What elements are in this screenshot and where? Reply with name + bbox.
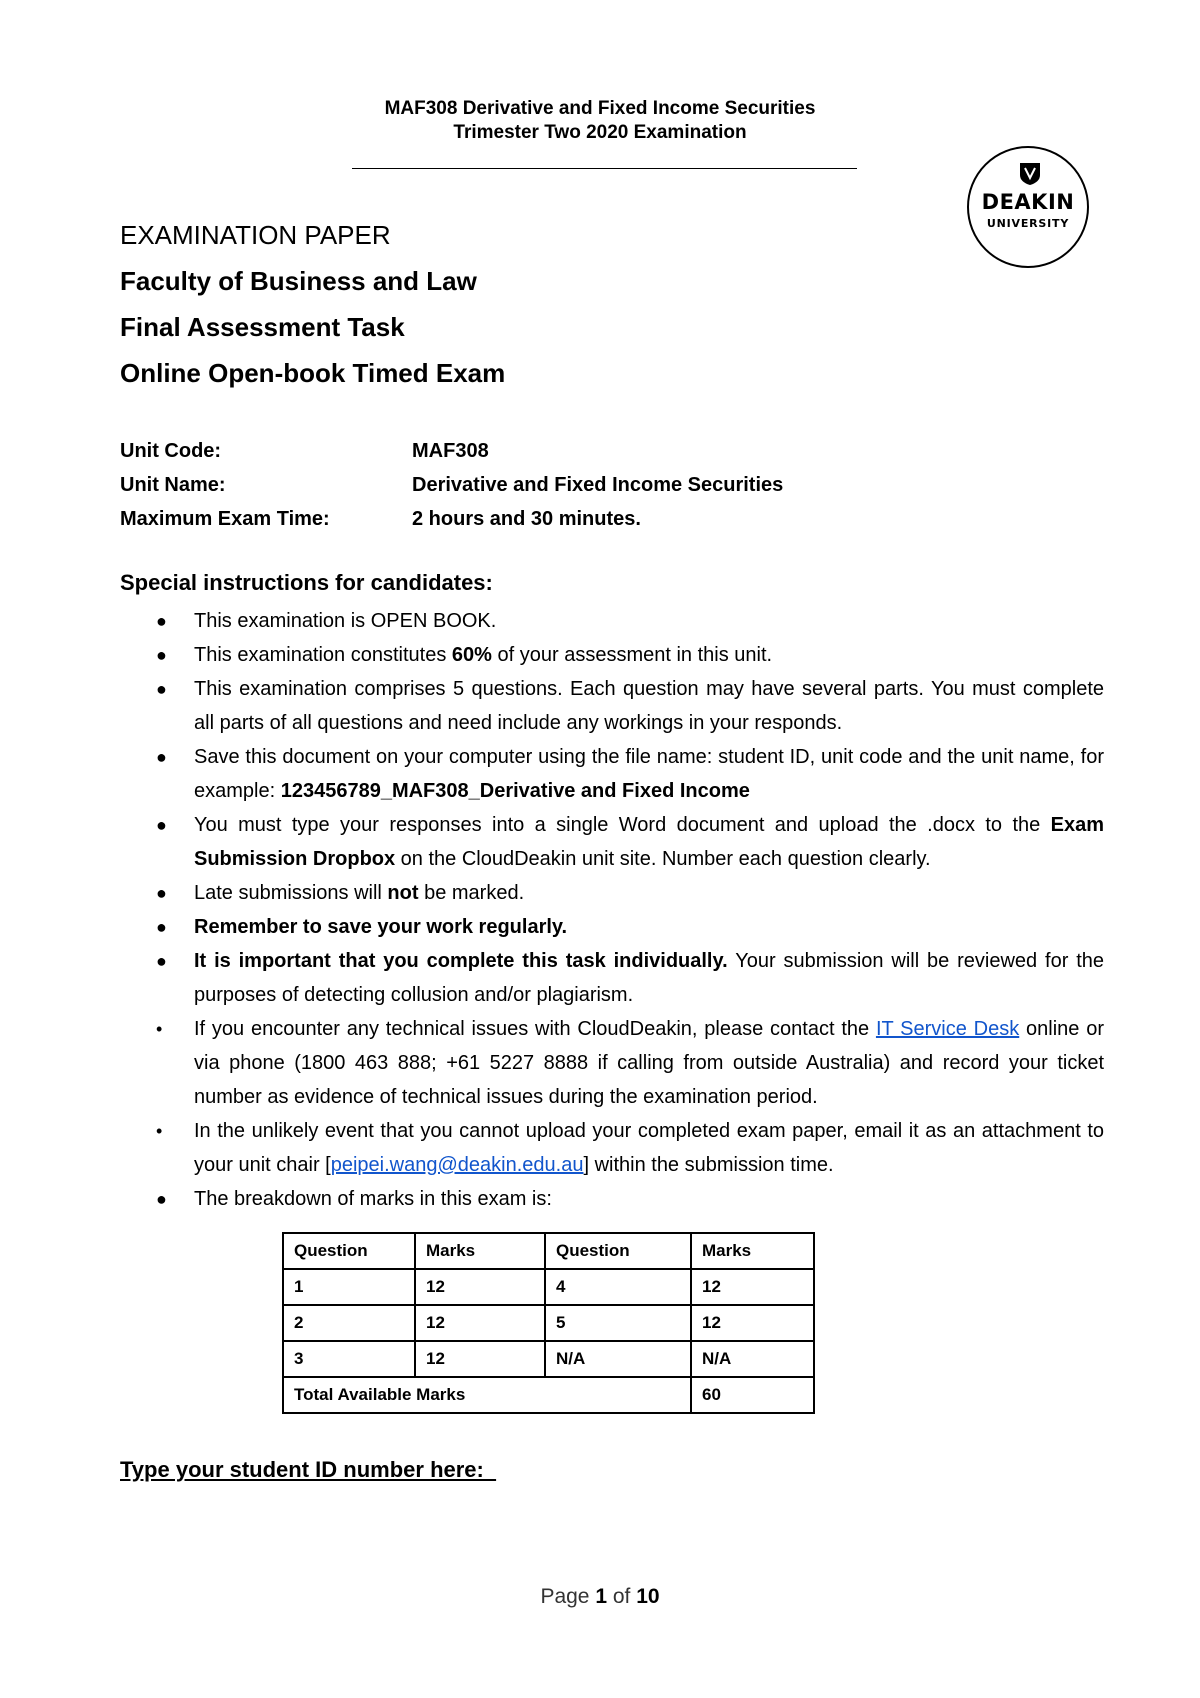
list-item <box>120 604 1104 638</box>
special-instructions-heading: Special instructions for candidates: <box>120 570 493 595</box>
instructions-list <box>120 604 1104 1216</box>
student-id-prompt[interactable]: Type your student ID number here: <box>120 1457 497 1482</box>
file-name-example: 123456789_MAF308_Derivative and Fixed Income <box>280 780 750 802</box>
list-item <box>120 944 1104 1012</box>
percentage-emphasis: 60% <box>451 644 492 666</box>
marks-breakdown-table <box>282 1232 815 1414</box>
logo-wordmark: DEAKIN <box>981 190 1075 214</box>
instruction-text: be marked. <box>418 882 525 904</box>
it-service-desk-link[interactable]: IT Service Desk <box>875 1018 1020 1040</box>
table-cell: 12 <box>415 1341 545 1377</box>
total-label-cell: Total Available Marks <box>283 1377 691 1413</box>
list-item <box>120 638 1104 672</box>
bullet-icon: ● <box>156 645 167 665</box>
table-cell: 5 <box>545 1305 691 1341</box>
list-item <box>120 1182 1104 1216</box>
table-cell: 4 <box>545 1269 691 1305</box>
bullet-icon: ● <box>156 951 167 971</box>
instruction-text: Save this document on your computer using the file name: student ID, unit code and the unit name, for example: <box>194 746 1104 802</box>
instruction-text: This examination constitutes <box>194 644 452 666</box>
exam-type-title: Online Open-book Timed Exam <box>120 358 506 388</box>
page-footer <box>0 1585 1200 1609</box>
list-item <box>120 1012 1104 1114</box>
bullet-icon: ● <box>156 611 167 631</box>
instruction-text: This examination comprises 5 questions. Each question may have several parts. You must complete all parts of all questions and need include any workings in your responds. <box>194 678 1104 734</box>
table-row <box>283 1341 814 1377</box>
table-cell: 2 <box>283 1305 415 1341</box>
bullet-icon: ● <box>156 883 167 903</box>
table-header-row <box>283 1233 814 1269</box>
bullet-icon: • <box>156 1019 163 1039</box>
instruction-text: You must type your responses into a single Word document and upload the .docx to the <box>194 814 1051 836</box>
table-cell: 12 <box>415 1269 545 1305</box>
instruction-text: If you encounter any technical issues with CloudDeakin, please contact the <box>194 1018 876 1040</box>
unit-code-label: Unit Code: <box>120 440 222 462</box>
unit-code-value: MAF308 <box>412 440 489 462</box>
current-page-number: 1 <box>595 1585 608 1608</box>
unit-name-label: Unit Name: <box>120 474 226 496</box>
bullet-icon: ● <box>156 815 167 835</box>
instruction-text: on the CloudDeakin unit site. Number each question clearly. <box>395 848 931 870</box>
list-item <box>120 808 1104 876</box>
instruction-text: In the unlikely event that you cannot upload your completed exam paper, email it as an attachment to your unit chair [ <box>194 1120 1104 1176</box>
faculty-title: Faculty of Business and Law <box>120 266 477 296</box>
list-item <box>120 740 1104 808</box>
page-word: Page <box>540 1585 596 1608</box>
dropbox-emphasis: Exam Submission Dropbox <box>194 814 1104 870</box>
not-emphasis: not <box>387 882 419 904</box>
assessment-title: Final Assessment Task <box>120 312 405 342</box>
instruction-text: This examination is OPEN BOOK. <box>194 610 497 632</box>
table-header-cell: Marks <box>691 1233 814 1269</box>
table-total-row <box>283 1377 814 1413</box>
total-value-cell: 60 <box>691 1377 814 1413</box>
table-cell: N/A <box>545 1341 691 1377</box>
deakin-logo <box>967 146 1089 268</box>
shield-icon <box>1019 162 1041 186</box>
total-page-count: 10 <box>636 1585 660 1608</box>
table-cell: 1 <box>283 1269 415 1305</box>
max-time-label: Maximum Exam Time: <box>120 508 330 530</box>
table-cell: 12 <box>691 1269 814 1305</box>
logo-subtext: UNIVERSITY <box>986 217 1070 230</box>
table-header-cell: Question <box>283 1233 415 1269</box>
bullet-icon: ● <box>156 917 167 937</box>
instruction-text: of your assessment in this unit. <box>491 644 773 666</box>
list-item <box>120 1114 1104 1182</box>
instruction-text: The breakdown of marks in this exam is: <box>194 1188 552 1210</box>
instruction-text: Late submissions will <box>194 882 388 904</box>
header-unit-title: MAF308 Derivative and Fixed Income Securities <box>384 98 816 119</box>
header-exam-period: Trimester Two 2020 Examination <box>453 122 747 143</box>
table-row <box>283 1305 814 1341</box>
bullet-icon: ● <box>156 679 167 699</box>
unit-chair-email-link[interactable]: peipei.wang@deakin.edu.au <box>330 1154 584 1176</box>
bullet-icon: ● <box>156 747 167 767</box>
list-item <box>120 672 1104 740</box>
bullet-icon: • <box>156 1121 163 1141</box>
table-cell: 12 <box>691 1305 814 1341</box>
individual-emphasis: It is important that you complete this task individually. <box>194 950 728 972</box>
instruction-text: Your submission will be reviewed for the purposes of detecting collusion and/or plagiarism. <box>194 950 1105 1006</box>
table-header-cell: Question <box>545 1233 691 1269</box>
instruction-text: Remember to save your work regularly. <box>194 916 568 938</box>
instruction-text: ] within the submission time. <box>583 1154 834 1176</box>
table-cell: 3 <box>283 1341 415 1377</box>
list-item <box>120 876 1104 910</box>
table-row <box>283 1269 814 1305</box>
table-header-cell: Marks <box>415 1233 545 1269</box>
list-item <box>120 910 1104 944</box>
max-time-value: 2 hours and 30 minutes. <box>412 508 641 530</box>
table-cell: N/A <box>691 1341 814 1377</box>
of-word: of <box>607 1585 637 1608</box>
header-divider <box>352 168 857 169</box>
exam-paper-title: EXAMINATION PAPER <box>120 220 391 250</box>
instruction-text: online or via phone (1800 463 888; +61 5227 8888 if calling from outside Australia) and record your ticket number as evidence of technical issues during the examination period. <box>194 1018 1105 1108</box>
table-cell: 12 <box>415 1305 545 1341</box>
unit-name-value: Derivative and Fixed Income Securities <box>412 474 784 496</box>
bullet-icon: ● <box>156 1189 167 1209</box>
